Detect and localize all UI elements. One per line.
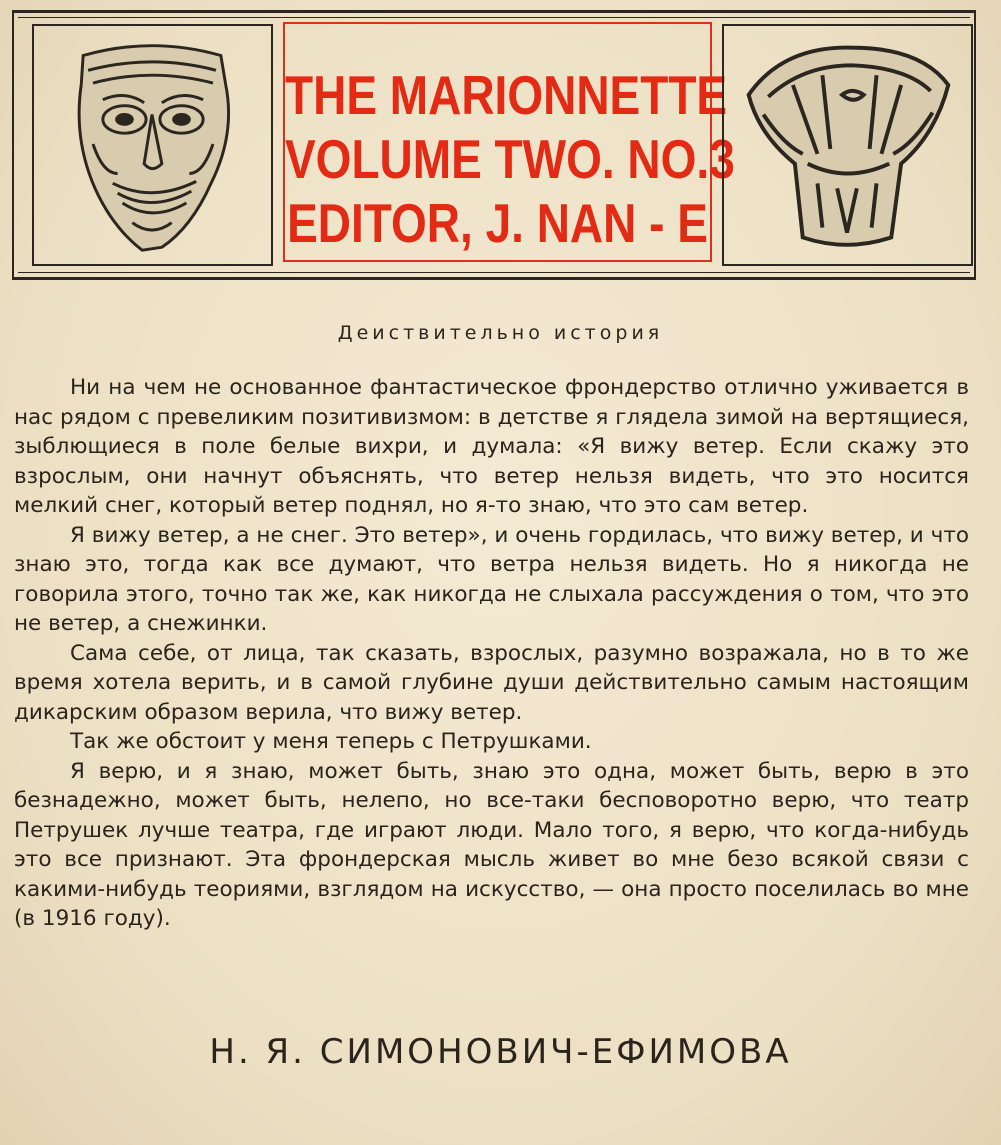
masthead-volume: VOLUME TWO. NO.3: [285, 128, 735, 190]
left-mask-panel: [32, 24, 273, 266]
masthead-title: THE MARIONNETTE: [285, 64, 728, 126]
article-heading: Деиствительно история: [337, 322, 664, 344]
article-body: [14, 373, 969, 934]
paragraph: Ни на чем не основанное фантастическое фрондерство отлично уживается в нас рядом с превеликим позитивизмом: в детстве я глядела зимой на вертящиеся, зыблющиеся в поле белые вихри, и думала: «Я вижу ветер. Если скажу это взрослым, они начнут объяснять, что ветер нельзя видеть, что это носится мелкий снег, который ветер поднял, но я-то знаю, что это сам ветер.: [14, 375, 969, 518]
carved-mask-face-icon: [34, 26, 271, 264]
paragraph: Я верю, и я знаю, может быть, знаю это одна, может быть, верю в это безнадежно, может быть, нелепо, но все-таки бесповоротно верю, что театр Петрушек лучше театра, где играют люди. Мало того, я верю, что когда-нибудь это все признают. Эта фрондерская мысль живет во мне безо всякой связи с какими-нибудь теориями, взглядом на искусство, — она просто поселилась во мне (в 1916 году).: [14, 758, 969, 931]
masthead-editor: EDITOR, J. NAN - E: [287, 192, 708, 254]
right-mask-panel: [722, 24, 973, 266]
author-signature: Н. Я. СИМОНОВИЧ-ЕФИМОВА: [209, 1032, 792, 1072]
carved-mask-openwork-icon: [724, 26, 971, 264]
masthead-title-box: [283, 22, 735, 262]
paragraph: Так же обстоит у меня теперь с Петрушками.: [70, 729, 592, 754]
paragraph: Сама себе, от лица, так сказать, взрослых, разумно возражала, но в то же время хотела верить, и в самой глубине души действительно самым настоящим дикарским образом верила, что вижу ветер.: [14, 640, 969, 725]
paragraph: Я вижу ветер, а не снег. Это ветер», и очень гордилась, что вижу ветер, и что знаю это, тогда как все думают, что ветра нельзя видеть. Но я никогда не говорила этого, точно так же, как никогда не слыхала рассуждения о том, что это не ветер, а снежинки.: [14, 522, 969, 636]
